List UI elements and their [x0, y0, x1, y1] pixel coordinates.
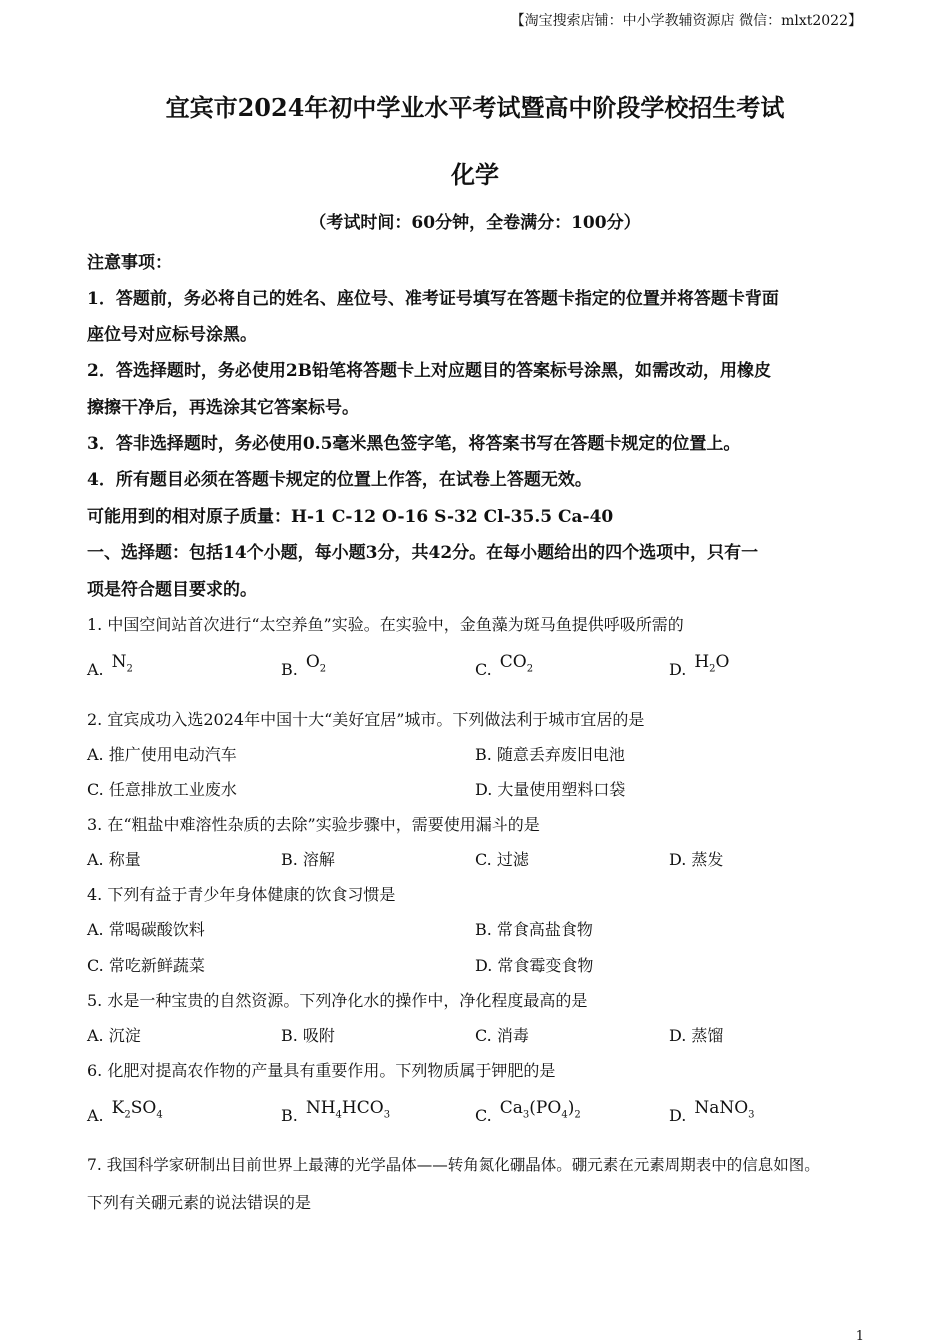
subject-title: 化学: [451, 160, 499, 189]
q1-stem: 1. 中国空间站首次进行“太空养鱼”实验。在实验中，金鱼藻为斑马鱼提供呼吸所需的: [87, 615, 684, 634]
q6-option-c: C. $Ca_3(PO_4)_2$: [475, 1098, 581, 1125]
q2-option-b: B. 随意丢弃废旧电池: [475, 745, 625, 764]
note-3: 3．答非选择题时，务必使用0.5毫米黑色签字笔，将答案书写在答题卡规定的位置上。: [87, 434, 741, 454]
exam-info: （考试时间：60分钟，全卷满分：100分）: [309, 213, 641, 233]
atomic-masses: 可能用到的相对原子质量：H-1 C-12 O-16 S-32 Cl-35.5 Ca-40: [87, 507, 614, 527]
section1-line2: 项是符合题目要求的。: [87, 580, 257, 600]
q5-option-b: B. 吸附: [281, 1026, 335, 1045]
note-2b: 擦擦干净后，再选涂其它答案标号。: [87, 398, 359, 418]
header-note: 【淘宝搜索店铺：中小学教辅资源店 微信：mlxt2022】: [510, 13, 862, 29]
q3-option-b: B. 溶解: [281, 850, 335, 869]
q4-option-b: B. 常食高盐食物: [475, 920, 593, 939]
q1-option-c: C. $CO_2$: [475, 652, 534, 679]
note-1a: 1．答题前，务必将自己的姓名、座位号、准考证号填写在答题卡指定的位置并将答题卡背面: [87, 289, 779, 309]
q1-option-a: A. $N_2$: [87, 652, 133, 679]
q3-option-a: A. 称量: [87, 850, 141, 869]
q1-option-d: D. $H_2O$: [669, 652, 730, 679]
section1-line1: 一、选择题：包括14个小题，每小题3分，共42分。在每小题给出的四个选项中，只有一: [87, 543, 759, 563]
q7-stem-line2: 下列有关硼元素的说法错误的是: [87, 1193, 312, 1212]
q6-stem: 6. 化肥对提高农作物的产量具有重要作用。下列物质属于钾肥的是: [87, 1061, 556, 1080]
q6-option-b: B. $NH_4HCO_3$: [281, 1098, 391, 1125]
q5-option-d: D. 蒸馏: [669, 1026, 724, 1045]
q4-option-c: C. 常吃新鲜蔬菜: [87, 956, 205, 975]
q3-option-c: C. 过滤: [475, 850, 529, 869]
q4-stem: 4. 下列有益于青少年身体健康的饮食习惯是: [87, 885, 396, 904]
exam-title: 宜宾市2024年初中学业水平考试暨高中阶段学校招生考试: [165, 93, 785, 122]
note-4: 4．所有题目必须在答题卡规定的位置上作答，在试卷上答题无效。: [87, 470, 592, 490]
page-number: 1: [855, 1329, 864, 1344]
q3-option-d: D. 蒸发: [669, 850, 724, 869]
q6-option-d: D. NaNO$_3$: [669, 1098, 755, 1125]
note-1b: 座位号对应标号涂黑。: [87, 325, 257, 345]
q1-option-b: B. $O_2$: [281, 652, 327, 679]
q3-stem: 3. 在“粗盐中难溶性杂质的去除”实验步骤中，需要使用漏斗的是: [87, 815, 540, 834]
q2-stem: 2. 宜宾成功入选2024年中国十大“美好宜居”城市。下列做法利于城市宜居的是: [87, 710, 645, 729]
q5-option-a: A. 沉淀: [87, 1026, 141, 1045]
notes-heading: 注意事项：: [87, 253, 172, 273]
note-2a: 2．答选择题时，务必使用2B铅笔将答题卡上对应题目的答案标号涂黑，如需改动，用橡皮: [87, 361, 772, 381]
q4-option-d: D. 常食霉变食物: [475, 956, 594, 975]
q5-stem: 5. 水是一种宝贵的自然资源。下列净化水的操作中，净化程度最高的是: [87, 991, 588, 1010]
q2-option-a: A. 推广使用电动汽车: [87, 745, 237, 764]
q6-option-a: A. $K_2SO_4$: [87, 1098, 163, 1125]
q2-option-d: D. 大量使用塑料口袋: [475, 780, 626, 799]
q4-option-a: A. 常喝碳酸饮料: [87, 920, 205, 939]
q2-option-c: C. 任意排放工业废水: [87, 780, 237, 799]
q5-option-c: C. 消毒: [475, 1026, 529, 1045]
q7-stem-line1: 7. 我国科学家研制出目前世界上最薄的光学晶体——转角氮化硼晶体。硼元素在元素周期表中的信息如图。: [87, 1156, 820, 1174]
